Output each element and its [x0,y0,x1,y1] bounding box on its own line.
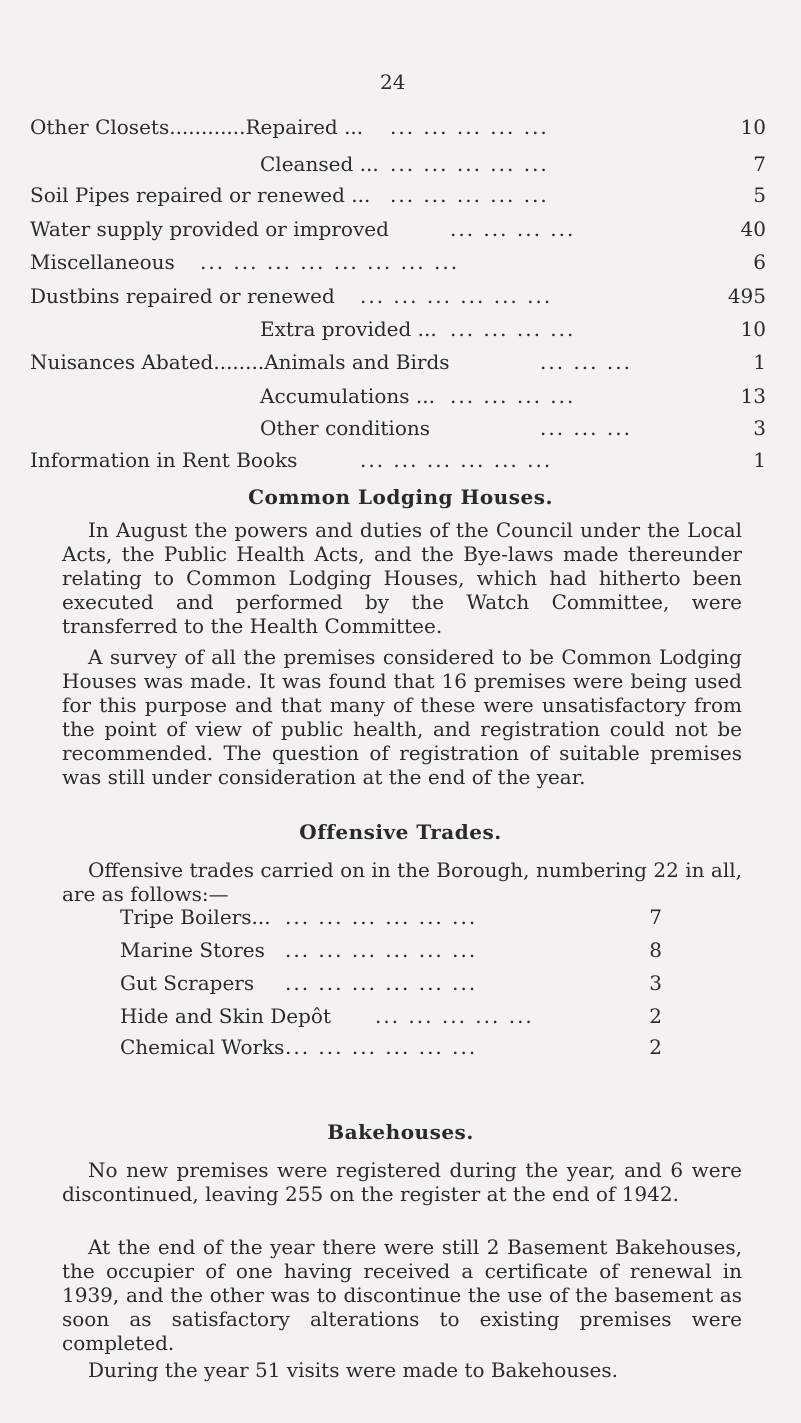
paragraph-text: Offensive trades carried on in the Borough, numbering 22 in all, are as follows:— [62,858,742,906]
item-value: 2 [649,1035,662,1059]
leader-dots: ... ... ... [540,416,632,440]
item-label: Tripe Boilers... [120,905,271,929]
leader-dots: ... ... ... ... ... ... [285,971,478,995]
bakehouses-paragraph-2 [62,1235,742,1355]
section-heading-offensive: Offensive Trades. [299,820,502,844]
leader-dots: ... ... ... ... ... [390,183,549,207]
row-value: 10 [740,115,766,139]
row-label: Water supply provided or improved [30,217,389,241]
paragraph-text: In August the powers and duties of the Council under the Local Acts, the Public Health Acts, and the Bye-laws made thereunder relating to Common Lodging Houses, which had hitherto been executed and performed by the Watch Committee, were transferred to the Health Committee. [62,518,742,638]
row-label: Soil Pipes repaired or renewed ... [30,183,371,207]
paragraph-text: A survey of all the premises considered to be Common Lodging Houses was made. It was found that 16 premises were being used for this purpose and that many of these were unsatisfactory from the point of view of public health, and registration could not be recommended. The question of registration of suitable premises was still under consideration at the end of the year. [62,645,742,789]
bakehouses-paragraph-1 [62,1158,742,1206]
leader-dots: ... ... ... ... ... ... [285,1035,478,1059]
leader-dots: ... ... ... ... ... [390,115,549,139]
section-heading-bakehouses: Bakehouses. [327,1120,474,1144]
paragraph-text: No new premises were registered during the year, and 6 were discontinued, leaving 255 on the register at the end of 1942. [62,1158,742,1206]
row-label: Information in Rent Books [30,448,298,472]
leader-dots: ... ... ... ... [450,217,576,241]
row-value: 40 [740,217,766,241]
leader-dots: ... ... ... ... ... ... [360,448,553,472]
leader-dots: ... ... ... ... [450,384,576,408]
row-label: Cleansed ... [260,152,379,176]
section-heading-lodging: Common Lodging Houses. [248,485,553,509]
leader-dots: ... ... ... ... [450,317,576,341]
item-label: Gut Scrapers [120,971,255,995]
paragraph-text: At the end of the year there were still 2 Basement Bakehouses, the occupier of one having received a certificate of renewal in 1939, and the other was to discontinue the use of the basement as soon as satisfactory alterations to existing premises were completed. [62,1235,742,1355]
leader-dots: ... ... ... [540,350,632,374]
item-label: Marine Stores [120,938,265,962]
offensive-intro [62,858,742,906]
row-value: 495 [727,284,766,308]
row-value: 1 [753,448,766,472]
row-label: Extra provided ... [260,317,437,341]
row-value: 7 [753,152,766,176]
leader-dots: ... ... ... ... ... [375,1004,534,1028]
leader-dots: ... ... ... ... ... [390,152,549,176]
item-value: 7 [649,905,662,929]
item-value: 3 [649,971,662,995]
item-value: 2 [649,1004,662,1028]
row-label: Accumulations ... [260,384,435,408]
item-label: Chemical Works [120,1035,285,1059]
leader-dots: ... ... ... ... ... ... [360,284,553,308]
item-label: Hide and Skin Depôt [120,1004,332,1028]
bakehouses-paragraph-3 [62,1358,742,1382]
row-label: Miscellaneous [30,250,175,274]
lodging-paragraph-1 [62,518,742,638]
row-label: Other conditions [260,416,431,440]
row-value: 10 [740,317,766,341]
row-value: 6 [753,250,766,274]
row-value: 13 [740,384,766,408]
row-label: Nuisances Abated........Animals and Birds [30,350,450,374]
paragraph-text: During the year 51 visits were made to Bakehouses. [88,1358,618,1382]
row-label: Dustbins repaired or renewed [30,284,335,308]
row-value: 5 [753,183,766,207]
row-value: 1 [753,350,766,374]
row-value: 3 [753,416,766,440]
item-value: 8 [649,938,662,962]
page-number: 24 [380,70,406,94]
leader-dots: ... ... ... ... ... ... [285,938,478,962]
leader-dots: ... ... ... ... ... ... [285,905,478,929]
lodging-paragraph-2 [62,645,742,789]
row-label: Other Closets............Repaired ... [30,115,364,139]
leader-dots: ... ... ... ... ... ... ... ... [200,250,460,274]
